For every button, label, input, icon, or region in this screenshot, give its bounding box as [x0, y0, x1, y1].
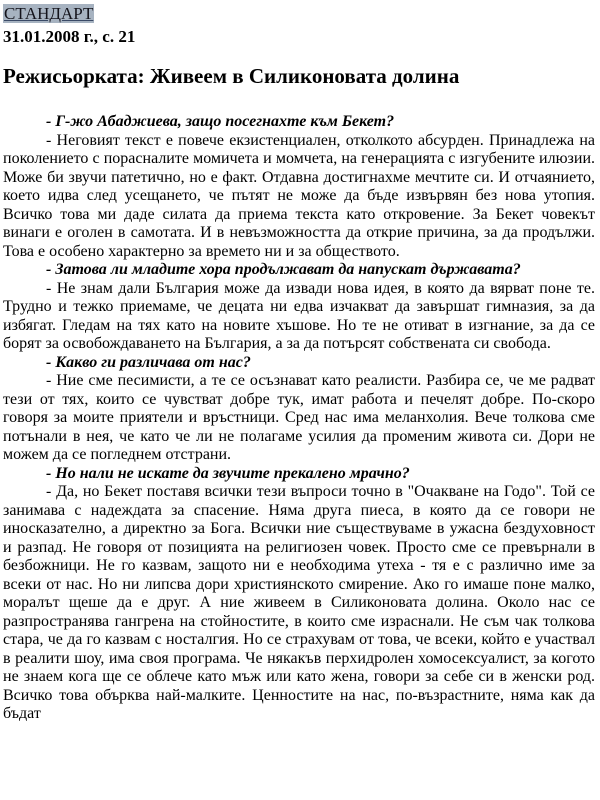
newspaper-name-link[interactable]: СТАНДАРТ	[4, 4, 94, 23]
interview-question: - Но нали не искате да звучите прекалено мрачно?	[46, 464, 410, 482]
dateline: 31.01.2008 г., с. 21	[3, 27, 136, 46]
interview-body	[3, 113, 595, 724]
headline: Режисьорката: Живеем в Силиконовата долина	[3, 64, 460, 88]
interview-answer: - Неговият текст е повече екзистенциален, отколкото абсурден. Принадлежа на поколението с порасналите момичета и момчета, на генерацията с изгубените илюзии. Може би звучи патетично, но е факт. Отдавна достигнахме мечтите си. И отчаянието, което идва след усещането, че пътят не може да бъде извървян без нова утопия. Всичко това ми даде силата да приема текста като откровение. За Бекет човекът винаги е оголен в самотата. И в невъзможността да открие причина, за да продължи. Това е особено характерно за времето ни и за обществото.	[3, 131, 595, 260]
interview-answer: - Ние сме песимисти, а те се осъзнават като реалисти. Разбира се, че ме радват тези от тях, които се чувстват добре тук, имат работа и печелят добре. По-скоро говоря за моите приятели и връстници. Сред нас има меланхолия. Вече толкова сме потънали в нея, че като че ли не полагаме усилия да променим живота си. Дори не можем да се погледнем отстрани.	[3, 372, 595, 463]
interview-question: - Какво ги различава от нас?	[46, 353, 251, 371]
interview-question: - Г-жо Абаджиева, защо посегнахте към Бекет?	[46, 113, 395, 130]
source-line	[3, 3, 595, 25]
interview-answer: - Не знам дали България може да извади нова идея, в която да вярват поне те. Трудно и тежко приемаме, че децата ни едва изчакват да завършат гимназия, за да избягат. Гледам на тях като на новите хъшове. Но те не отиват в изгнание, за да се борят за освобождаването на България, а за да потърсят собствената си свобода.	[3, 279, 595, 352]
interview-answer: - Да, но Бекет поставя всички тези въпроси точно в "Очакване на Годо". Той се занимава с надеждата за спасение. Няма друга пиеса, в която да се говори не иносказателно, а директно за Бога. Всички ние съществуваме в ужасна бездуховност и разпад. Не говоря от позицията на религиозен човек. Просто сме се превърнали в безбожници. Не го казвам, защото ни е необходима утеха - тя е с различно име за всеки от нас. Но ни липсва дори християнското смирение. Ако го имаше поне малко, моралът щеше да е друг. А ние живеем в Силиконовата долина. Около нас се разпространява гангрена на стойностите, в които сме израснали. Не съм чак толкова стара, че да го казвам с носталгия. Но се страхувам от това, че всеки, който е участвал в реалити шоу, има своя програма. Че някакъв перхидролен хомосексуалист, за когото не знаем кога ще се облече като мъж или като жена, говори за себе си в женски род. Всичко това обърква най-малките. Ценностите на нас, по-възрастните, няма как да бъдат	[3, 483, 595, 722]
interview-question: - Затова ли младите хора продължават да напускат държавата?	[46, 261, 521, 278]
